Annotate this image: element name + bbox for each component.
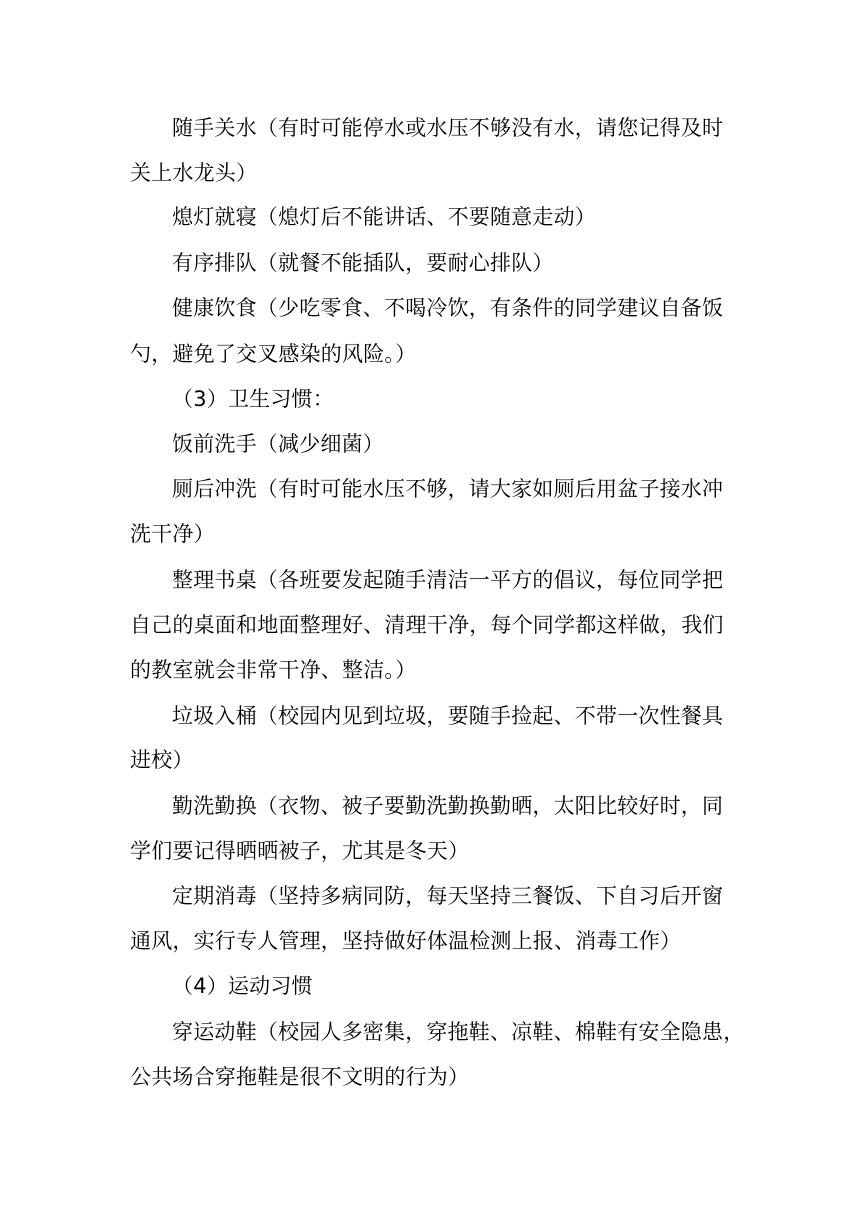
paragraph-line: 勤洗勤换（衣物、被子要勤洗勤换勤晒，太阳比较好时，同 — [172, 794, 724, 818]
paragraph-line: 健康饮食（少吃零食、不喝冷饮，有条件的同学建议自备饭 — [172, 296, 724, 320]
paragraph-line: 有序排队（就餐不能插队，要耐心排队） — [172, 251, 554, 275]
paragraph-line: 整理书桌（各班要发起随手清洁一平方的倡议，每位同学把 — [172, 568, 724, 592]
paragraph-line: 垃圾入桶（校园内见到垃圾，要随手捡起、不带一次性餐具 — [172, 704, 724, 728]
paragraph-line: 的教室就会非常干净、整洁。） — [130, 658, 417, 682]
paragraph-line: 洗干净） — [130, 522, 215, 546]
section-heading: （3）卫生习惯： — [172, 387, 334, 411]
paragraph-line: 定期消毒（坚持多病同防，每天坚持三餐饭、下自习后开窗 — [172, 884, 724, 908]
paragraph-line: 公共场合穿拖鞋是很不文明的行为） — [130, 1065, 470, 1089]
paragraph-line: 厕后冲洗（有时可能水压不够，请大家如厕后用盆子接水冲 — [172, 477, 724, 501]
paragraph-line: 穿运动鞋（校园人多密集，穿拖鞋、凉鞋、棉鞋有安全隐患， — [172, 1020, 745, 1044]
section-heading: （4）运动习惯 — [172, 974, 313, 998]
paragraph-line: 自己的桌面和地面整理好、清理干净，每个同学都这样做，我们 — [130, 613, 724, 637]
paragraph-line: 饭前洗手（减少细菌） — [172, 432, 384, 456]
paragraph-line: 通风，实行专人管理，坚持做好体温检测上报、消毒工作） — [130, 929, 682, 953]
paragraph-line: 熄灯就寝（熄灯后不能讲话、不要随意走动） — [172, 205, 596, 229]
paragraph-line: 学们要记得晒晒被子，尤其是冬天） — [130, 839, 470, 863]
paragraph-line: 勺，避免了交叉感染的风险。） — [130, 342, 417, 366]
paragraph-line: 进校） — [130, 748, 194, 772]
paragraph-line: 关上水龙头） — [130, 161, 258, 185]
paragraph-line: 随手关水（有时可能停水或水压不够没有水，请您记得及时 — [172, 116, 724, 140]
